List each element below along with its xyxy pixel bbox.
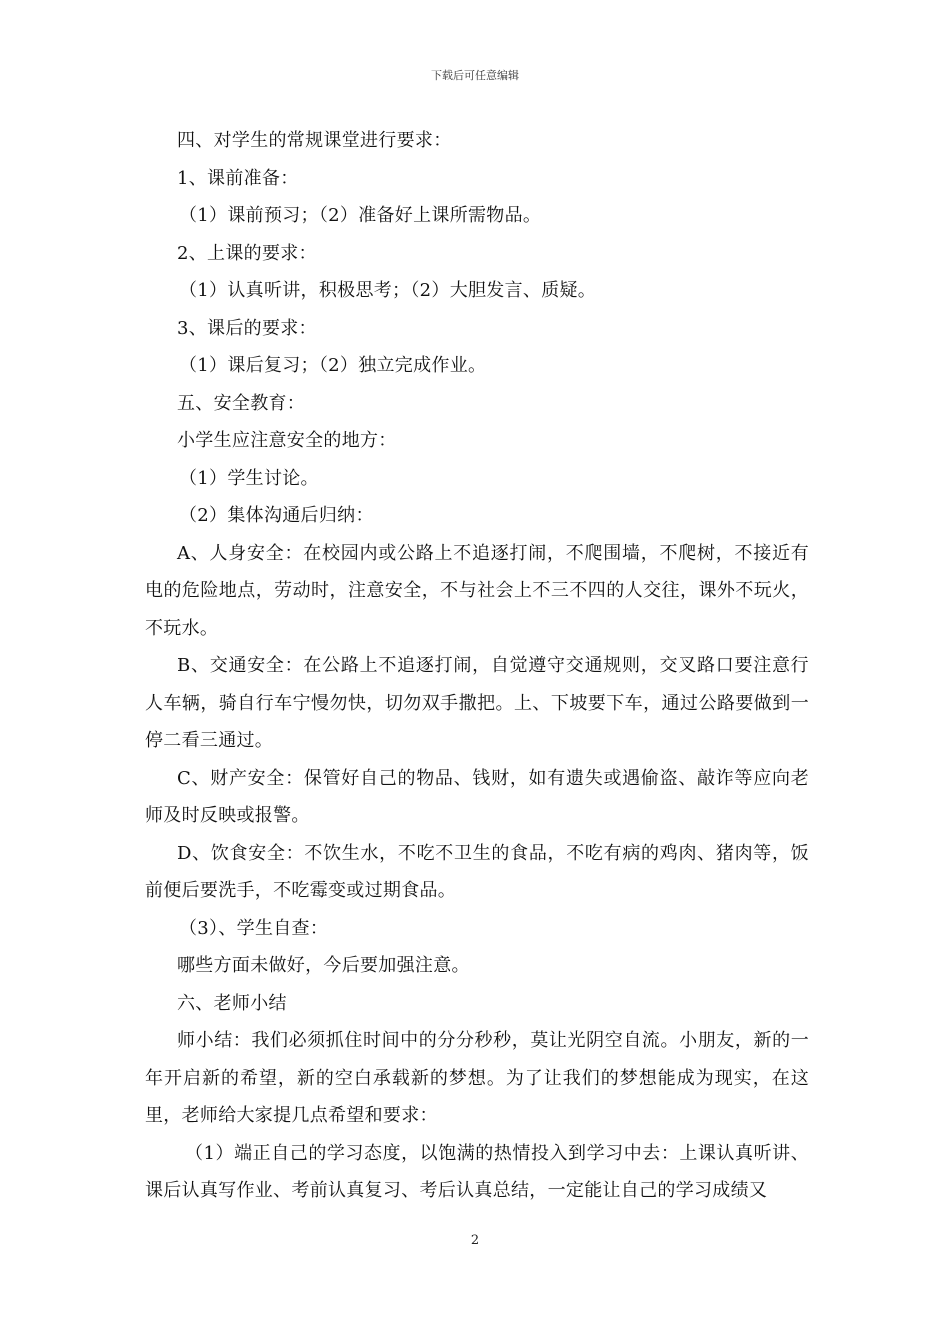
teacher-request-1: （1）端正自己的学习态度，以饱满的热情投入到学习中去：上课认真听讲、课后认真写作业、考前认真复习、考后认真总结，一定能让自己的学习成绩又 [145, 1142, 809, 1201]
safety-personal: A、人身安全：在校园内或公路上不追逐打闹，不爬围墙，不爬树，不接近有电的危险地点，劳动时，注意安全，不与社会上不三不四的人交往，课外不玩火，不玩水。 [145, 542, 809, 639]
document-body [145, 122, 809, 1210]
section-heading-5: 五、安全教育： [177, 392, 306, 414]
subheading-afterclass: 3、课后的要求： [177, 317, 317, 339]
safety-food: D、饮食安全：不饮生水，不吃不卫生的食品，不吃有病的鸡肉、猪肉等，饭前便后要洗手，不吃霉变或过期食品。 [145, 842, 809, 901]
self-check-text: 哪些方面未做好，今后要加强注意。 [177, 955, 470, 976]
safety-intro: 小学生应注意安全的地方： [177, 430, 397, 451]
safety-property: C、财产安全：保管好自己的物品、钱财，如有遗失或遇偷盗、敲诈等应向老师及时反映或报警。 [145, 767, 809, 826]
safety-step-2: （2）集体沟通后归纳： [179, 505, 374, 526]
page-number: 2 [470, 1233, 480, 1248]
page-header: 下载后可任意编辑 [431, 69, 519, 82]
subheading-inclass: 2、上课的要求： [177, 242, 317, 264]
safety-step-3: （3）、学生自查： [179, 917, 329, 939]
safety-step-1: （1）学生讨论。 [179, 467, 319, 489]
safety-traffic: B、交通安全：在公路上不追逐打闹，自觉遵守交通规则，交叉路口要注意行人车辆，骑自行车宁慢勿快，切勿双手撒把。上、下坡要下车，通过公路要做到一停二看三通过。 [145, 655, 809, 751]
teacher-summary: 师小结：我们必须抓住时间中的分分秒秒，莫让光阴空自流。小朋友，新的一年开启新的希望，新的空白承载新的梦想。为了让我们的梦想能成为现实，在这里，老师给大家提几点希望和要求： [145, 1030, 809, 1126]
afterclass-items: （1）课后复习；（2）独立完成作业。 [179, 355, 487, 376]
inclass-items: （1）认真听讲，积极思考；（2）大胆发言、质疑。 [179, 280, 597, 301]
subheading-preclass: 1、课前准备： [177, 167, 299, 189]
section-heading-6: 六、老师小结 [177, 992, 287, 1014]
preclass-items: （1）课前预习；（2）准备好上课所需物品。 [179, 205, 542, 226]
section-heading-4: 四、对学生的常规课堂进行要求： [177, 130, 452, 151]
